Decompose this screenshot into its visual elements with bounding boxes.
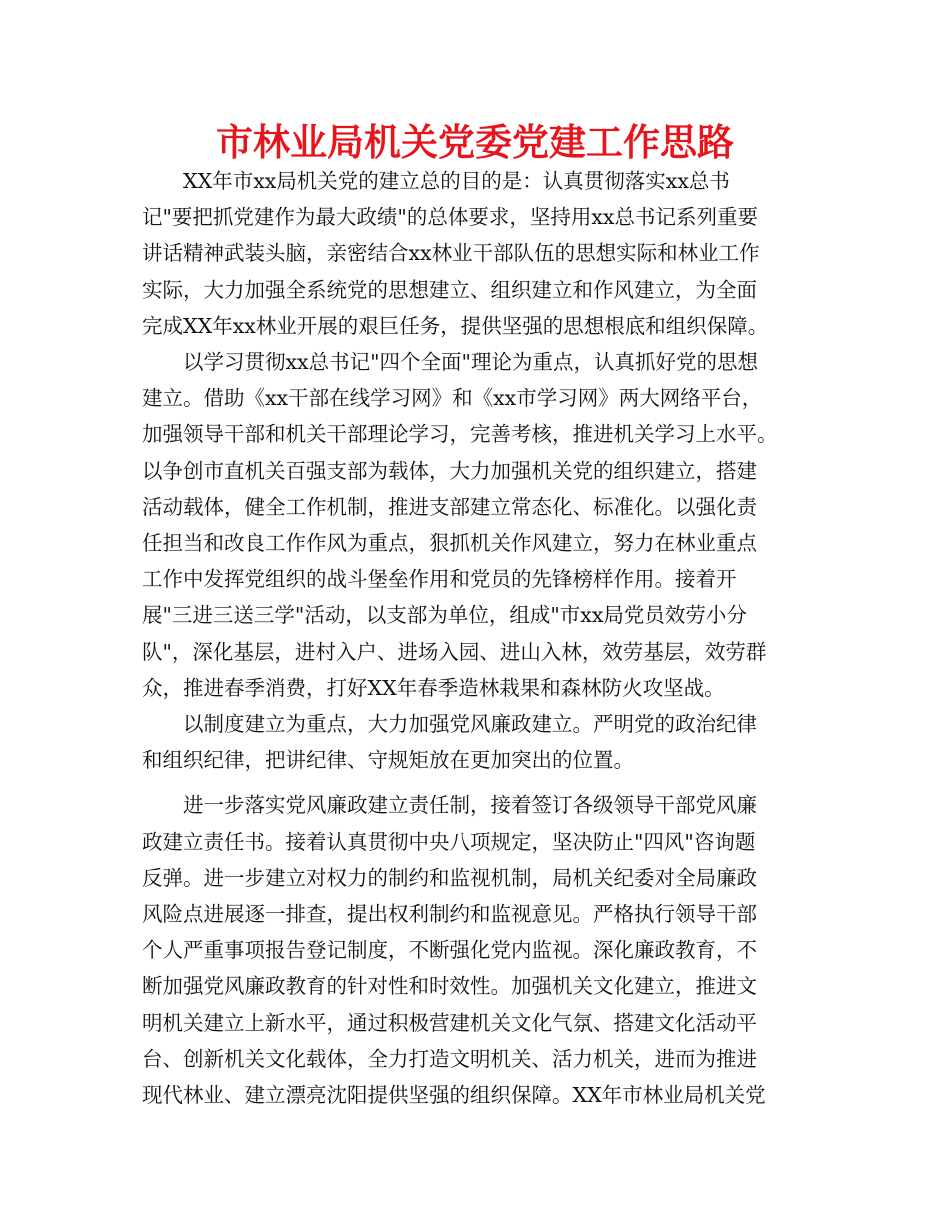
text-line: 反弹。进一步建立对权力的制约和监视机制，局机关纪委对全局廉政 xyxy=(142,865,757,890)
text-line: 政建立责任书。接着认真贯彻中央八项规定，坚决防止"四风"咨询题 xyxy=(142,829,756,854)
document-body xyxy=(142,163,826,1113)
text-line: XX年市xx局机关党的建立总的目的是：认真贯彻落实xx总书 xyxy=(183,169,730,193)
text-line: 记"要把抓党建作为最大政绩"的总体要求，坚持用xx总书记系列重要 xyxy=(142,205,758,230)
text-line: 以学习贯彻xx总书记"四个全面"理论为重点，认真抓好党的思想 xyxy=(183,350,758,375)
paragraph-2 xyxy=(142,344,826,706)
text-line: 断加强党风廉政教育的针对性和时效性。加强机关文化建立，推进文 xyxy=(142,974,757,999)
paragraph-3 xyxy=(142,706,826,778)
paragraph-4 xyxy=(142,787,826,1113)
text-line: 实际，大力加强全系统党的思想建立、组织建立和作风建立，为全面 xyxy=(142,277,757,302)
text-line: 和组织纪律，把讲纪律、守规矩放在更加突出的位置。 xyxy=(142,748,634,773)
text-line: 众，推进春季消费，打好XX年春季造林栽果和森林防火攻坚战。 xyxy=(142,675,725,700)
text-line: 台、创新机关文化载体，全力打造文明机关、活力机关，进而为推进 xyxy=(142,1046,757,1071)
text-line: 明机关建立上新水平，通过积极营建机关文化气氛、搭建文化活动平 xyxy=(142,1010,757,1035)
text-line: 队"，深化基层，进村入户、进场入园、进山入林，效劳基层，效劳群 xyxy=(142,639,767,664)
text-line: 完成XX年xx林业开展的艰巨任务，提供坚强的思想根底和组织保障。 xyxy=(142,313,769,338)
paragraph-1 xyxy=(142,163,826,344)
text-line: 以争创市直机关百强支部为载体，大力加强机关党的组织建立，搭建 xyxy=(142,458,757,483)
text-line: 活动载体，健全工作机制，推进支部建立常态化、标准化。以强化责 xyxy=(142,494,757,519)
text-line: 加强领导干部和机关干部理论学习，完善考核，推进机关学习上水平。 xyxy=(142,422,778,447)
text-line: 任担当和改良工作作风为重点，狠抓机关作风建立，努力在林业重点 xyxy=(142,531,757,556)
text-line: 以制度建立为重点，大力加强党风廉政建立。严明党的政治纪律 xyxy=(183,712,757,737)
document-title: 市林业局机关党委党建工作思路 xyxy=(216,121,734,164)
text-line: 个人严重事项报告登记制度，不断强化党内监视。深化廉政教育，不 xyxy=(142,938,757,963)
text-line: 讲话精神武装头脑，亲密结合xx林业干部队伍的思想实际和林业工作 xyxy=(142,241,760,266)
text-line: 工作中发挥党组织的战斗堡垒作用和党员的先锋榜样作用。接着开 xyxy=(142,567,737,592)
text-line: 建立。借助《xx干部在线学习网》和《xx市学习网》两大网络平台， xyxy=(142,386,763,411)
text-line: 展"三进三送三学"活动，以支部为单位，组成"市xx局党员效劳小分 xyxy=(142,603,747,628)
text-line: 进一步落实党风廉政建立责任制，接着签订各级领导干部党风廉 xyxy=(183,793,757,818)
text-line: 风险点进展逐一排查，提出权利制约和监视意见。严格执行领导干部 xyxy=(142,902,757,927)
text-line: 现代林业、建立漂亮沈阳提供坚强的组织保障。XX年市林业局机关党 xyxy=(142,1083,766,1108)
